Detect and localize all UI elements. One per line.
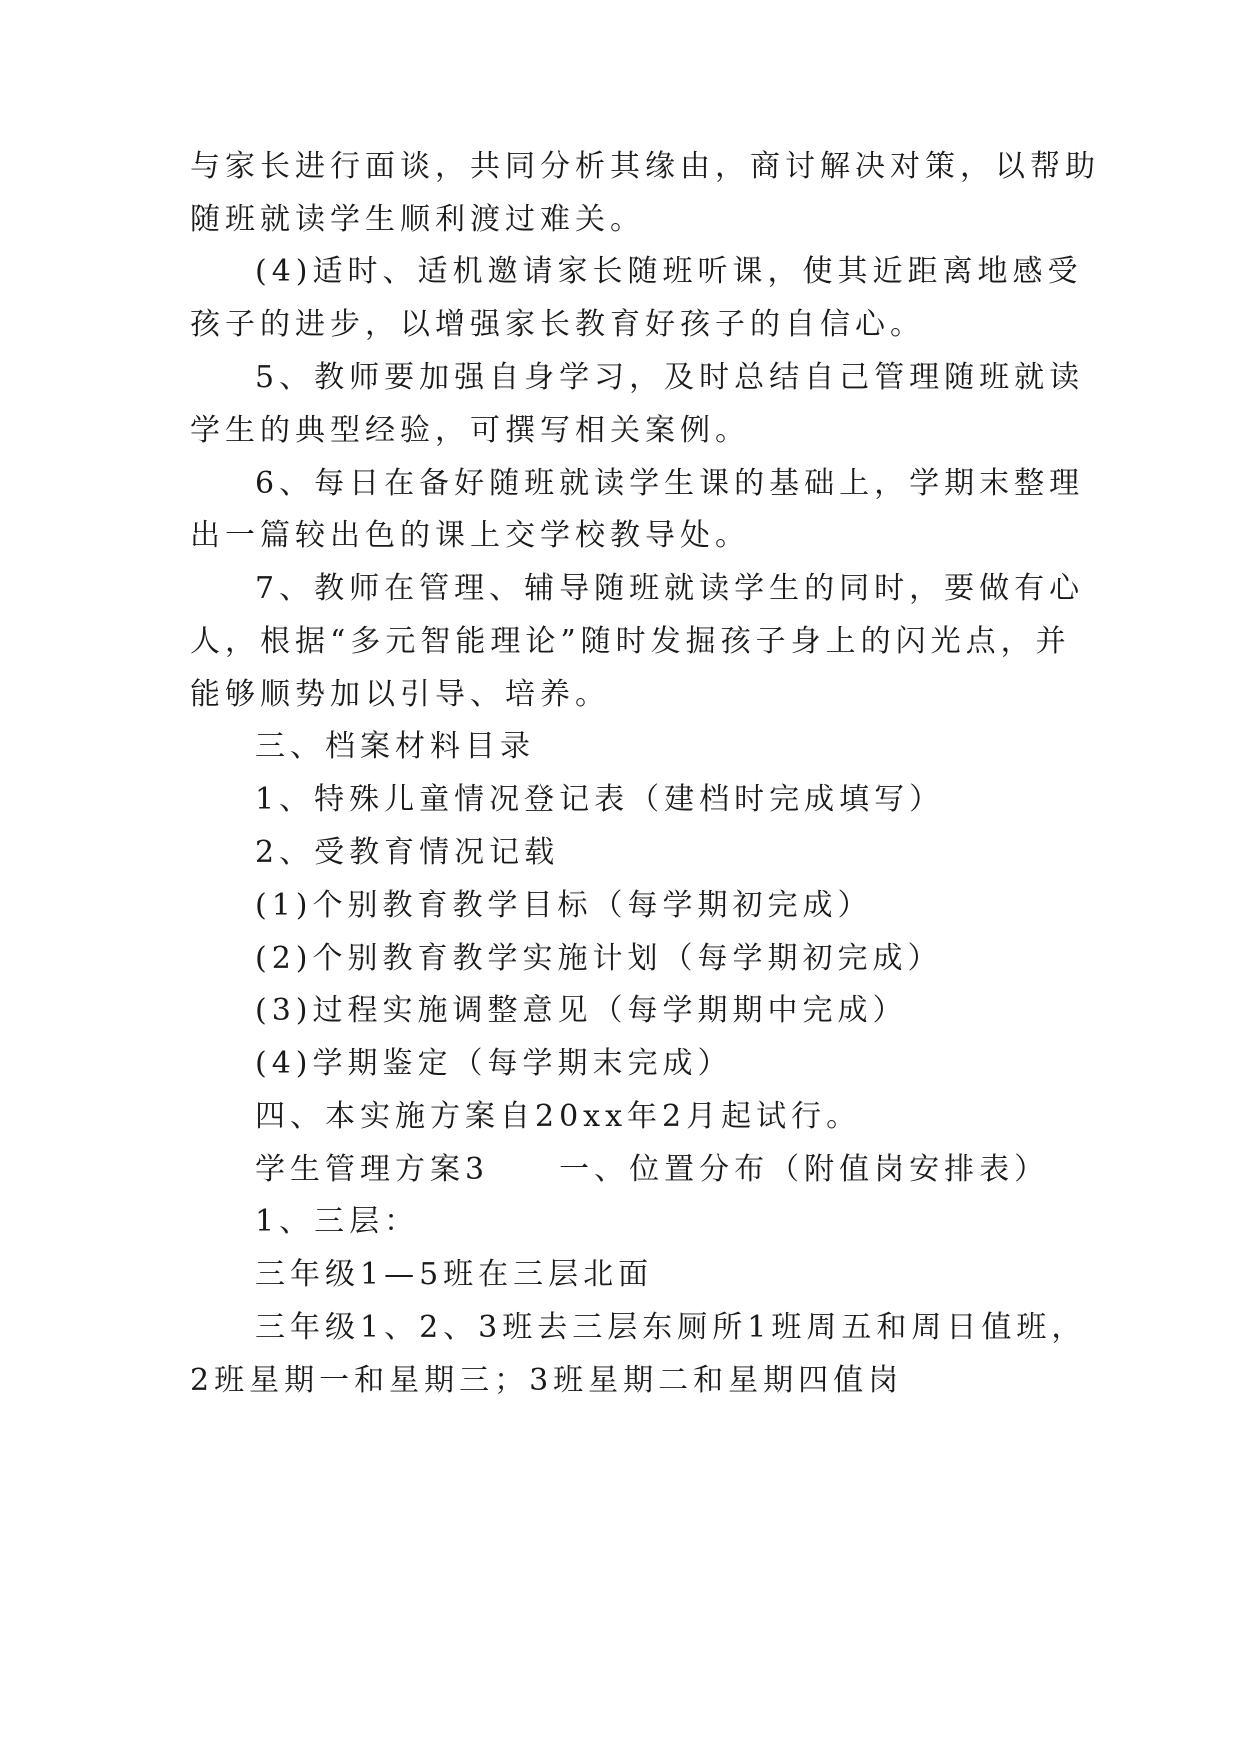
paragraph-line: (2)个别教育教学实施计划（每学期初完成） — [255, 941, 943, 976]
paragraph-line: 出一篇较出色的课上交学校教导处。 — [190, 518, 750, 553]
paragraph-line: (1)个别教育教学目标（每学期初完成） — [255, 888, 873, 923]
paragraph-line: 1、三层： — [255, 1204, 420, 1239]
paragraph-line: 三年级1、2、3班去三层东厕所1班周五和周日值班， — [255, 1310, 1087, 1345]
paragraph-line: 7、教师在管理、辅导随班就读学生的同时，要做有心 — [255, 571, 1085, 606]
paragraph-line: 能够顺势加以引导、培养。 — [190, 677, 610, 712]
paragraph-line: 随班就读学生顺利渡过难关。 — [190, 202, 645, 237]
section-heading: 学生管理方案3 一、位置分布（附值岗安排表） — [255, 1152, 1050, 1187]
paragraph-line: 与家长进行面谈，共同分析其缘由，商讨解决对策，以帮助 — [190, 149, 1100, 184]
paragraph-line: (3)过程实施调整意见（每学期期中完成） — [255, 993, 908, 1028]
paragraph-line: 人，根据“多元智能理论”随时发掘孩子身上的闪光点，并 — [190, 624, 1071, 659]
paragraph-line: 孩子的进步，以增强家长教育好孩子的自信心。 — [190, 307, 925, 342]
paragraph-line: 6、每日在备好随班就读学生课的基础上，学期末整理 — [255, 466, 1085, 501]
paragraph-line: 学生的典型经验，可撰写相关案例。 — [190, 413, 750, 448]
paragraph-line: 三年级1—5班在三层北面 — [255, 1257, 654, 1292]
paragraph-line: 5、教师要加强自身学习，及时总结自己管理随班就读 — [255, 360, 1085, 395]
section-heading: 三、档案材料目录 — [255, 729, 535, 764]
paragraph-line: (4)适时、适机邀请家长随班听课，使其近距离地感受 — [255, 254, 1083, 289]
paragraph-line: 2班星期一和星期三；3班星期二和星期四值岗 — [190, 1363, 904, 1398]
paragraph-line: 1、特殊儿童情况登记表（建档时完成填写） — [255, 782, 945, 817]
paragraph-line: (4)学期鉴定（每学期末完成） — [255, 1046, 733, 1081]
paragraph-line: 2、受教育情况记载 — [255, 835, 560, 870]
section-heading: 四、本实施方案自20xx年2月起试行。 — [255, 1099, 862, 1134]
